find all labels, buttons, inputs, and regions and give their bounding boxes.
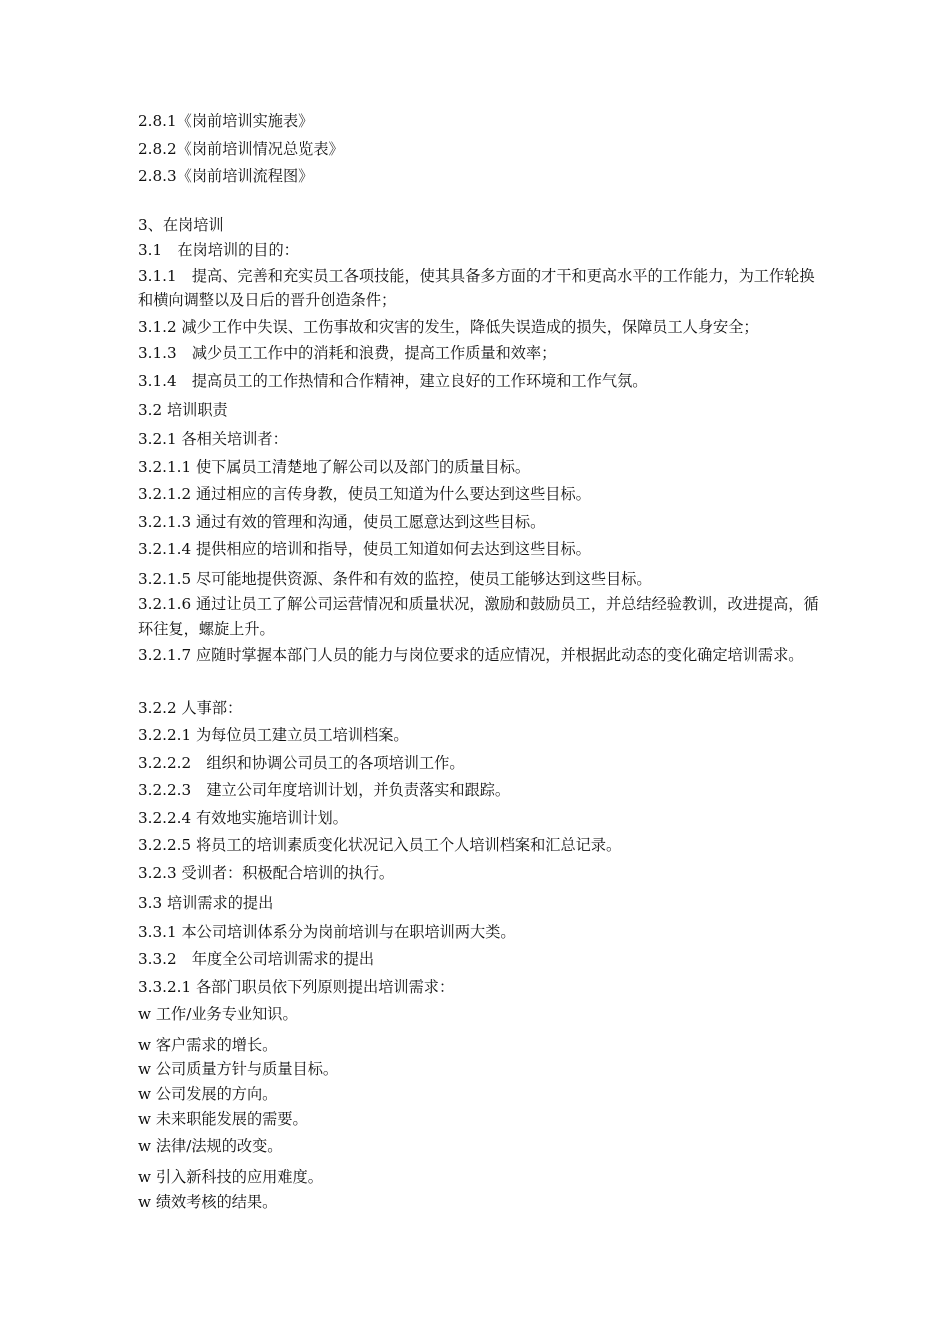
paragraph: 2.8.2《岗前培训情况总览表》: [138, 140, 344, 158]
paragraph: 3.2.1 各相关培训者：: [138, 430, 288, 448]
list-item: w 绩效考核的结果。: [138, 1193, 278, 1211]
section-heading: 3.2 培训职责: [138, 401, 228, 419]
paragraph: 3.2.1.1 使下属员工清楚地了解公司以及部门的质量目标。: [138, 458, 531, 476]
list-item: w 工作/业务专业知识。: [138, 1005, 298, 1023]
paragraph: 3.2.1.2 通过相应的言传身教，使员工知道为什么要达到这些目标。: [138, 485, 591, 503]
paragraph: 3.2.1.3 通过有效的管理和沟通，使员工愿意达到这些目标。: [138, 513, 546, 531]
list-item: w 未来职能发展的需要。: [138, 1110, 308, 1128]
paragraph: 3.1.3 减少员工工作中的消耗和浪费，提高工作质量和效率；: [138, 344, 557, 362]
paragraph: 3.2.2.5 将员工的培训素质变化状况记入员工个人培训档案和汇总记录。: [138, 836, 622, 854]
section-heading: 3、在岗培训: [138, 216, 224, 234]
paragraph: 3.2.2.4 有效地实施培训计划。: [138, 809, 348, 827]
paragraph: 3.2.2.2 组织和协调公司员工的各项培训工作。: [138, 754, 465, 772]
list-item: w 公司发展的方向。: [138, 1085, 278, 1103]
paragraph: 3.2.3 受训者：积极配合培训的执行。: [138, 864, 395, 882]
paragraph: 3.2.1.7 应随时掌握本部门人员的能力与岗位要求的适应情况，并根据此动态的变化确定培训需求。: [138, 646, 804, 664]
paragraph: 2.8.3《岗前培训流程图》: [138, 167, 314, 185]
paragraph: 3.2.1.6 通过让员工了解公司运营情况和质量状况，激励和鼓励员工，并总结经验教训，改进提高，循环往复，螺旋上升。: [138, 595, 819, 638]
paragraph: 3.3.1 本公司培训体系分为岗前培训与在职培训两大类。: [138, 923, 516, 941]
paragraph: 3.1.2 减少工作中失误、工伤事故和灾害的发生，降低失误造成的损失，保障员工人身安全；: [138, 318, 759, 336]
section-heading: 3.3 培训需求的提出: [138, 894, 274, 912]
paragraph: 3.2.1.4 提供相应的培训和指导，使员工知道如何去达到这些目标。: [138, 540, 591, 558]
paragraph: 2.8.1《岗前培训实施表》: [138, 112, 314, 130]
list-item: w 法律/法规的改变。: [138, 1137, 283, 1155]
paragraph: 3.2.2 人事部：: [138, 699, 243, 717]
list-item: w 公司质量方针与质量目标。: [138, 1060, 339, 1078]
paragraph: 3.1.4 提高员工的工作热情和合作精神，建立良好的工作环境和工作气氛。: [138, 372, 648, 390]
paragraph: 3.2.2.1 为每位员工建立员工培训档案。: [138, 726, 409, 744]
paragraph: 3.3.2.1 各部门职员依下列原则提出培训需求：: [138, 978, 455, 996]
paragraph: 3.1 在岗培训的目的：: [138, 241, 299, 259]
list-item: w 引入新科技的应用难度。: [138, 1168, 323, 1186]
paragraph: 3.2.2.3 建立公司年度培训计划，并负责落实和跟踪。: [138, 781, 511, 799]
paragraph: 3.2.1.5 尽可能地提供资源、条件和有效的监控，使员工能够达到这些目标。: [138, 570, 652, 588]
paragraph: 3.3.2 年度全公司培训需求的提出: [138, 950, 375, 968]
list-item: w 客户需求的增长。: [138, 1036, 278, 1054]
paragraph: 3.1.1 提高、完善和充实员工各项技能，使其具备多方面的才干和更高水平的工作能力，为工作轮换和横向调整以及日后的晋升创造条件；: [138, 267, 815, 309]
